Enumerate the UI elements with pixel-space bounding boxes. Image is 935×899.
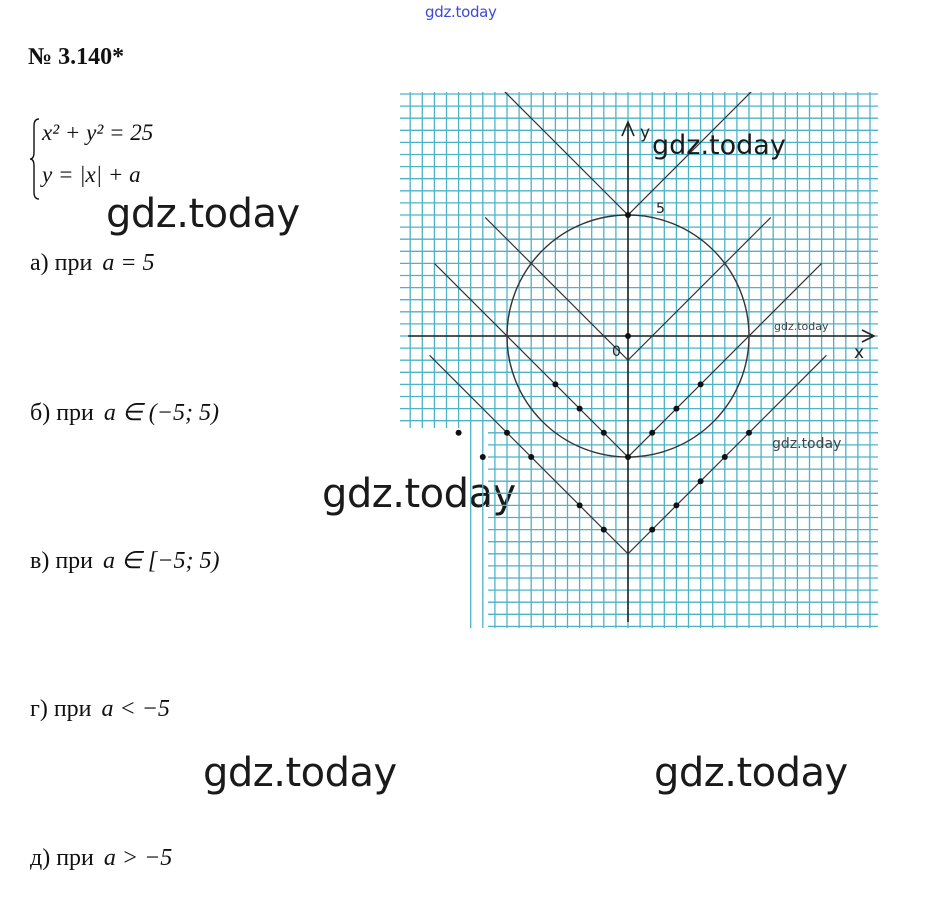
answer-condition: a < −5: [101, 696, 170, 722]
answer-condition: a = 5: [102, 250, 155, 276]
equation-circle: x² + y² = 25: [42, 120, 154, 145]
answer-letter: г) при: [30, 696, 92, 722]
problem-number: № 3.140*: [28, 44, 125, 70]
graph-point: [528, 454, 534, 460]
answer-condition: a ∈ [−5; 5): [103, 548, 220, 574]
graph-point: [649, 430, 655, 436]
graph-point: [601, 430, 607, 436]
watermark-text: gdz.today: [654, 750, 848, 796]
answer-a: [30, 250, 155, 277]
y-axis-label: y: [640, 123, 651, 143]
answer-d: [30, 696, 170, 723]
answer-letter: а) при: [30, 250, 93, 276]
graph-point: [504, 430, 510, 436]
graph-point: [601, 527, 607, 533]
graph-point: [698, 381, 704, 387]
graph-point: [480, 454, 486, 460]
answer-condition: a ∈ (−5; 5): [103, 400, 219, 426]
origin-point: [625, 333, 631, 339]
answer-b: [30, 398, 219, 427]
five-label: 5: [656, 201, 665, 217]
system-brace: [30, 118, 40, 200]
graph-point: [746, 430, 752, 436]
x-axis-label: x: [854, 343, 865, 363]
answer-c: [30, 546, 219, 575]
answer-letter: д) при: [30, 845, 94, 871]
graph-watermark: gdz.today: [652, 130, 786, 161]
graph-point: [625, 454, 631, 460]
watermark-text: gdz.today: [203, 750, 397, 796]
graph-watermark: gdz.today: [774, 320, 829, 333]
graph-point: [649, 527, 655, 533]
graph-watermark: gdz.today: [772, 436, 842, 452]
graph-point: [698, 478, 704, 484]
site-watermark-top: gdz.today: [425, 3, 497, 21]
watermark-text: gdz.today: [106, 191, 300, 237]
graph-point: [456, 430, 462, 436]
coordinate-graph: [400, 92, 882, 628]
graph-point: [722, 454, 728, 460]
answer-letter: б) при: [30, 400, 94, 426]
graph-point: [552, 381, 558, 387]
answer-e: [30, 845, 172, 872]
grid: [400, 92, 878, 628]
origin-label: 0: [612, 344, 621, 360]
graph-point: [577, 406, 583, 412]
answer-letter: в) при: [30, 548, 94, 574]
graph-point: [625, 212, 631, 218]
graph-point: [673, 502, 679, 508]
graph-point: [577, 502, 583, 508]
answer-condition: a > −5: [103, 845, 173, 871]
graph-point: [673, 406, 679, 412]
watermark-text: gdz.today: [322, 471, 516, 517]
equation-abs: y = |x| + a: [42, 162, 141, 187]
